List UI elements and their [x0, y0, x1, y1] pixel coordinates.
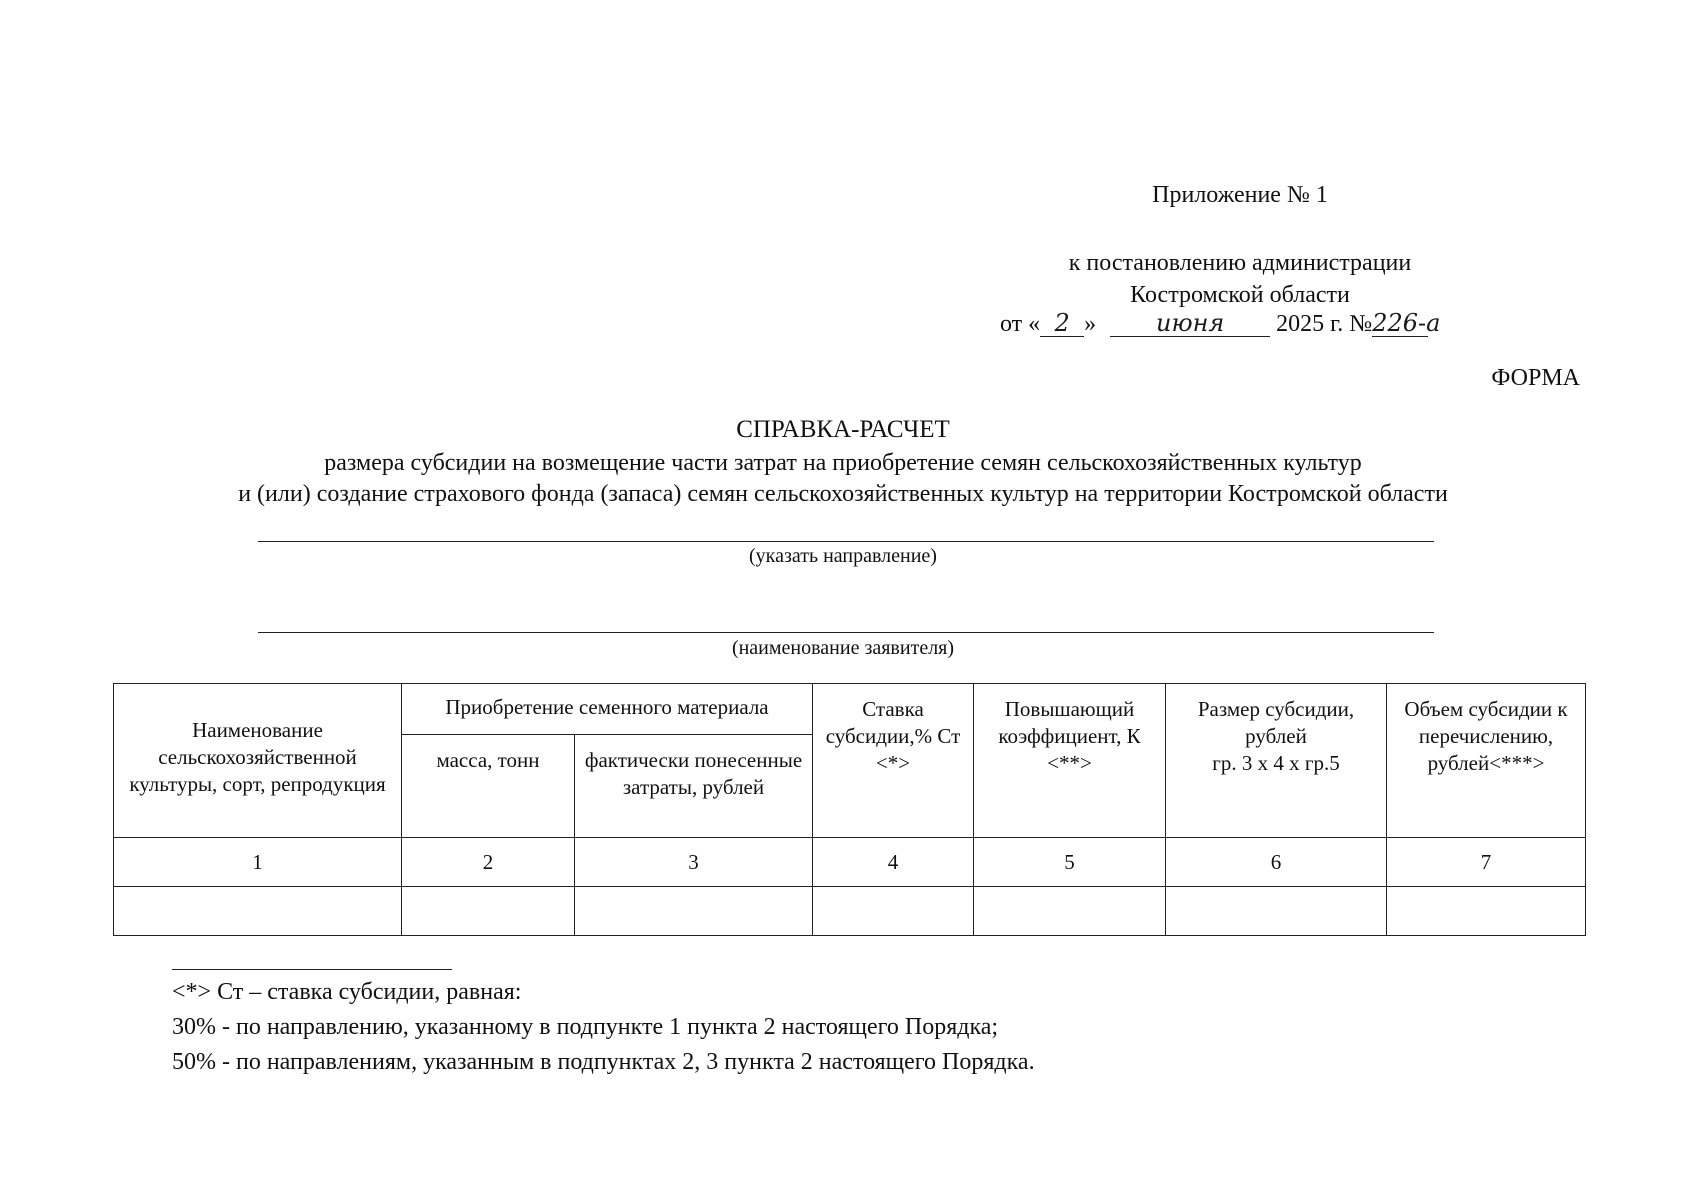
- document-title: СПРАВКА-РАСЧЕТ: [736, 416, 950, 443]
- footnote-separator: [172, 969, 452, 970]
- document-subtitle: [0, 448, 1686, 510]
- direction-blank-line[interactable]: [258, 541, 1434, 542]
- subsidy-calculation-table: [113, 683, 1586, 936]
- resolution-date-line: [1000, 310, 1600, 338]
- cell-actual-costs[interactable]: [575, 887, 813, 936]
- footnote-line-3: 50% - по направлениям, указанным в подпунктах 2, 3 пункта 2 настоящего Порядка.: [172, 1049, 1035, 1075]
- footnote-line-1: <*> Ст – ставка субсидии, равная:: [172, 979, 522, 1005]
- date-day-handwritten: 2: [1040, 310, 1084, 337]
- date-prefix: от «: [1000, 311, 1041, 337]
- header-crop-name: Наименование сельскохозяйственной культуры, сорт, репродукция: [114, 684, 402, 838]
- column-number-1: 1: [114, 838, 402, 887]
- header-mass-tons: масса, тонн: [402, 735, 575, 838]
- header-subsidy-amount-title: Размер субсидии, рублей: [1197, 697, 1355, 748]
- cell-subsidy-rate[interactable]: [813, 887, 974, 936]
- column-number-5: 5: [974, 838, 1166, 887]
- header-subsidy-amount-formula: гр. 3 х 4 х гр.5: [1212, 751, 1340, 775]
- header-actual-costs: фактически понесенные затраты, рублей: [575, 735, 813, 838]
- cell-subsidy-transfer-volume[interactable]: [1387, 887, 1586, 936]
- header-subsidy-transfer-volume: Объем субсидии к перечислению, рублей<***>: [1387, 684, 1586, 838]
- date-year: 2025 г. №: [1276, 311, 1373, 337]
- cell-mass-tons[interactable]: [402, 887, 575, 936]
- resolution-line-2: Костромской области: [1130, 282, 1350, 308]
- cell-crop-name[interactable]: [114, 887, 402, 936]
- date-quote-close: »: [1084, 311, 1097, 337]
- subtitle-line-2: и (или) создание страхового фонда (запаса) семян сельскохозяйственных культур на территории Костромской области: [238, 481, 1448, 507]
- table-row: [114, 887, 1586, 936]
- form-label: ФОРМА: [1491, 365, 1580, 391]
- resolution-number-handwritten: 226-а: [1372, 309, 1441, 337]
- subtitle-line-1: размера субсидии на возмещение части затрат на приобретение семян сельскохозяйственных культур: [324, 450, 1362, 476]
- footnote: [172, 975, 1572, 1080]
- column-number-6: 6: [1166, 838, 1387, 887]
- direction-caption: (указать направление): [749, 545, 937, 567]
- column-number-3: 3: [575, 838, 813, 887]
- applicant-caption: (наименование заявителя): [731, 637, 955, 659]
- cell-increasing-coefficient[interactable]: [974, 887, 1166, 936]
- header-subsidy-rate: Ставка субсидии,% Ст <*>: [813, 684, 974, 838]
- appendix-title: Приложение № 1: [1152, 182, 1328, 208]
- resolution-line-1: к постановлению администрации: [1068, 250, 1412, 276]
- cell-subsidy-amount[interactable]: [1166, 887, 1387, 936]
- column-number-2: 2: [402, 838, 575, 887]
- date-month-handwritten: июня: [1110, 310, 1270, 337]
- resolution-reference: [1000, 247, 1480, 311]
- column-number-row: [114, 838, 1586, 887]
- header-subsidy-amount: [1166, 684, 1387, 838]
- column-number-4: 4: [813, 838, 974, 887]
- column-number-7: 7: [1387, 838, 1586, 887]
- header-increasing-coefficient: Повышающий коэффициент, К <**>: [974, 684, 1166, 838]
- applicant-blank-line[interactable]: [258, 632, 1434, 633]
- header-seed-purchase-group: Приобретение семенного материала: [402, 684, 813, 735]
- footnote-line-2: 30% - по направлению, указанному в подпункте 1 пункта 2 настоящего Порядка;: [172, 1014, 999, 1040]
